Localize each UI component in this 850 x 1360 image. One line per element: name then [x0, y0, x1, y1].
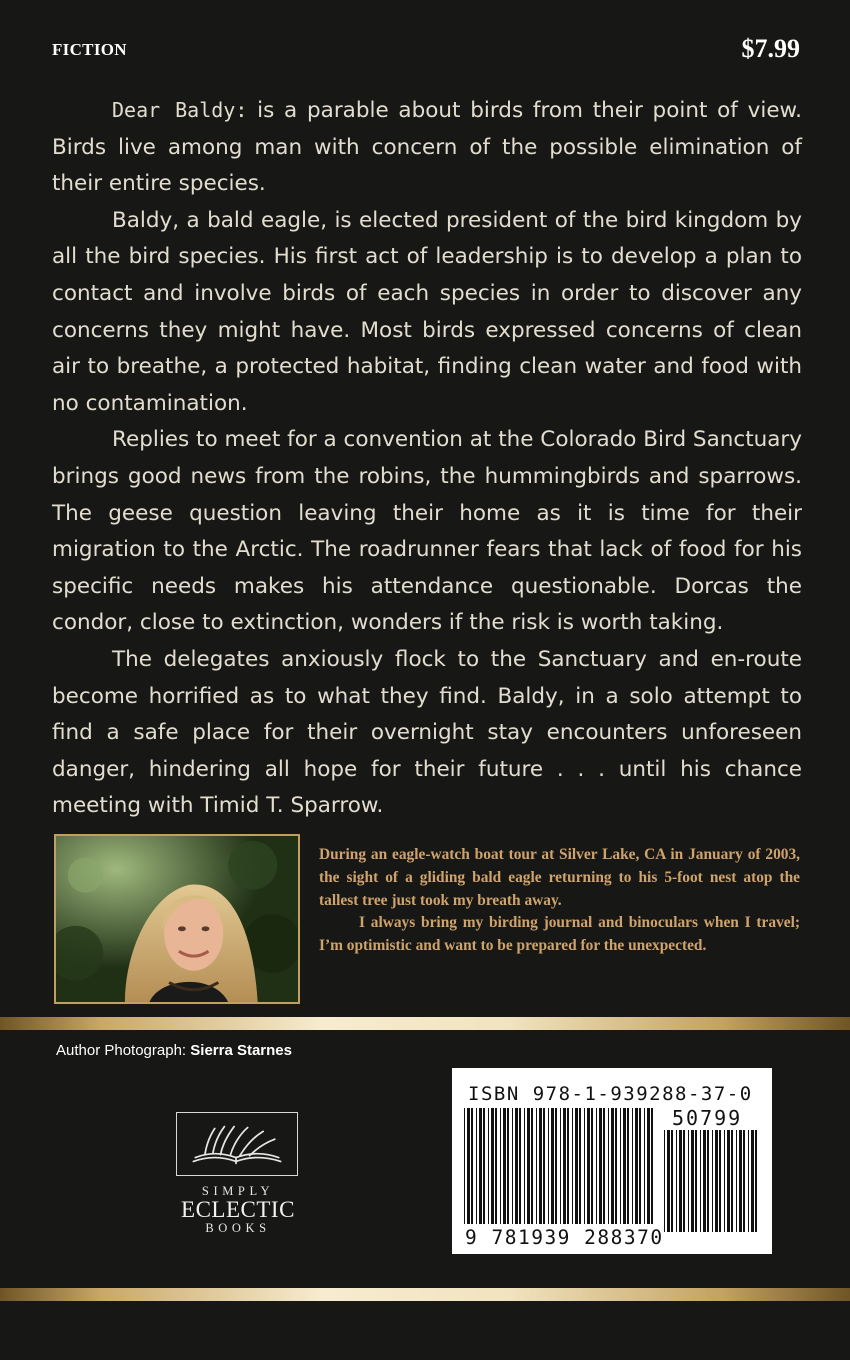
gold-divider-top	[0, 1017, 850, 1030]
barcode-bar	[548, 1108, 549, 1224]
barcode-bar	[507, 1108, 509, 1224]
barcode-bar	[536, 1108, 537, 1224]
barcode-bar	[467, 1108, 470, 1224]
barcode-bar	[671, 1130, 673, 1232]
barcode-bar	[555, 1108, 557, 1224]
barcode-bar	[572, 1108, 573, 1224]
author-bio-paragraph-1: During an eagle-watch boat tour at Silver Lake, CA in January of 2003, the sight of a gliding bald eagle returning to his 5-foot nest atop the tallest tree just took my breath away.	[319, 846, 800, 909]
barcode-bar	[603, 1108, 605, 1224]
publisher-logo	[176, 1112, 300, 1236]
barcode-bar	[703, 1130, 706, 1232]
barcode-bar	[579, 1108, 581, 1224]
ean-digits: 9 781939 288370	[465, 1226, 664, 1249]
barcode-bar	[543, 1108, 545, 1224]
barcode-bar	[731, 1130, 733, 1232]
barcode-bar	[500, 1108, 501, 1224]
barcode-bar	[743, 1130, 745, 1232]
isbn-number: ISBN 978-1-939288-37-0	[468, 1083, 753, 1105]
barcode-bar	[512, 1108, 513, 1224]
barcode-bar	[491, 1108, 494, 1224]
genre-label: FICTION	[52, 40, 127, 59]
barcode-bar	[620, 1108, 621, 1224]
blurb-paragraph-2: Baldy, a bald eagle, is elected president of the bird kingdom by all the bird species. His first act of leadership is to develop a plan to contact and involve birds of each species in order to discover any concerns they might have. Most birds expressed concerns of clean air to breathe, a protected habitat, finding clean water and food with no contamination.	[52, 207, 802, 416]
barcode-bar	[667, 1130, 670, 1232]
barcode-bar	[599, 1108, 602, 1224]
barcode-bar	[531, 1108, 533, 1224]
barcode-bar	[627, 1108, 629, 1224]
gold-divider-bottom	[0, 1288, 850, 1301]
barcode-bar	[647, 1108, 650, 1224]
barcode-bar	[727, 1130, 730, 1232]
barcode-bar	[519, 1108, 521, 1224]
barcode-bar	[464, 1108, 465, 1224]
barcode-bar	[575, 1108, 578, 1224]
barcode-bar	[751, 1130, 754, 1232]
barcode-bar	[483, 1108, 485, 1224]
barcode-bar	[755, 1130, 757, 1232]
price-label: $7.99	[741, 34, 800, 63]
photo-credit	[56, 1042, 292, 1059]
barcode-bar	[688, 1130, 689, 1232]
author-bio	[319, 844, 800, 958]
barcode-bar	[563, 1108, 566, 1224]
barcode-bar	[584, 1108, 585, 1224]
barcode-bar	[724, 1130, 725, 1232]
barcode-bar	[515, 1108, 518, 1224]
publisher-name-line-3: BOOKS	[205, 1221, 271, 1235]
ean-barcode-bars	[464, 1108, 654, 1224]
book-blurb	[52, 92, 802, 825]
publisher-logo-box	[176, 1112, 298, 1176]
author-bio-paragraph-2: I always bring my birding journal and binoculars when I travel; I’m optimistic and want to be prepared for the unexpected.	[319, 914, 800, 955]
blurb-paragraph-3: Replies to meet for a convention at the Colorado Bird Sanctuary brings good news from the robins, the hummingbirds and sparrows. The geese question leaving their home as it is time for their migration to the Arctic. The roadrunner fears that lack of food for his specific needs makes his attendance questionable. Dorcas the condor, close to extinction, wonders if the risk is worth taking.	[52, 427, 802, 636]
barcode-bar	[739, 1130, 742, 1232]
barcode-bar	[639, 1108, 641, 1224]
barcode-bar	[644, 1108, 645, 1224]
barcode-bar	[615, 1108, 617, 1224]
barcode-bar	[700, 1130, 701, 1232]
barcode-bar	[560, 1108, 561, 1224]
barcode-bar	[679, 1130, 682, 1232]
barcode-bar	[488, 1108, 489, 1224]
barcode-bar	[567, 1108, 569, 1224]
barcode-bar	[691, 1130, 694, 1232]
isbn-barcode	[452, 1068, 772, 1254]
barcode-bar	[748, 1130, 749, 1232]
open-book-icon	[177, 1113, 297, 1175]
barcode-bar	[719, 1130, 721, 1232]
barcode-bar	[632, 1108, 633, 1224]
barcode-bar	[596, 1108, 597, 1224]
barcode-bar	[715, 1130, 718, 1232]
barcode-bar	[524, 1108, 525, 1224]
barcode-bar	[736, 1130, 737, 1232]
barcode-bar	[676, 1130, 677, 1232]
publisher-name-line-2: ECLECTIC	[181, 1197, 295, 1222]
author-portrait-image	[56, 836, 298, 1002]
barcode-bar	[635, 1108, 638, 1224]
barcode-bar	[479, 1108, 482, 1224]
barcode-bar	[527, 1108, 530, 1224]
author-photo	[54, 834, 300, 1004]
barcode-bar	[495, 1108, 497, 1224]
barcode-bar	[591, 1108, 593, 1224]
barcode-bar	[476, 1108, 477, 1224]
barcode-bar	[503, 1108, 506, 1224]
blurb-paragraph-1	[52, 92, 802, 203]
barcode-bar	[651, 1108, 653, 1224]
blurb-paragraph-4: The delegates anxiously flock to the Sanctuary and en-route become horrified as to what they find. Baldy, in a solo attempt to find a safe place for their overnight stay encounters unforeseen danger, hindering all hope for their future . . . until his chance meeting with Timid T. Sparrow.	[52, 646, 802, 819]
book-title: Dear Baldy:	[112, 98, 248, 122]
price-addon-digits: 50799	[672, 1106, 743, 1130]
barcode-bar	[664, 1130, 665, 1232]
barcode-bar	[695, 1130, 697, 1232]
barcode-bar	[623, 1108, 626, 1224]
barcode-bar	[712, 1130, 713, 1232]
barcode-bar	[551, 1108, 554, 1224]
addon-barcode-bars	[664, 1130, 760, 1232]
barcode-bar	[587, 1108, 590, 1224]
blurb-paragraph-1-text: is a parable about birds from their point of view. Birds live among man with concern of the possible elimination of their entire species.	[52, 98, 802, 197]
barcode-bar	[608, 1108, 609, 1224]
barcode-bar	[471, 1108, 473, 1224]
barcode-bar	[611, 1108, 614, 1224]
publisher-name-line-1: SIMPLY	[201, 1184, 275, 1198]
photo-credit-name: Sierra Starnes	[190, 1042, 292, 1059]
barcode-bar	[707, 1130, 709, 1232]
barcode-bar	[683, 1130, 685, 1232]
barcode-bar	[539, 1108, 542, 1224]
photo-credit-label: Author Photograph:	[56, 1042, 187, 1059]
